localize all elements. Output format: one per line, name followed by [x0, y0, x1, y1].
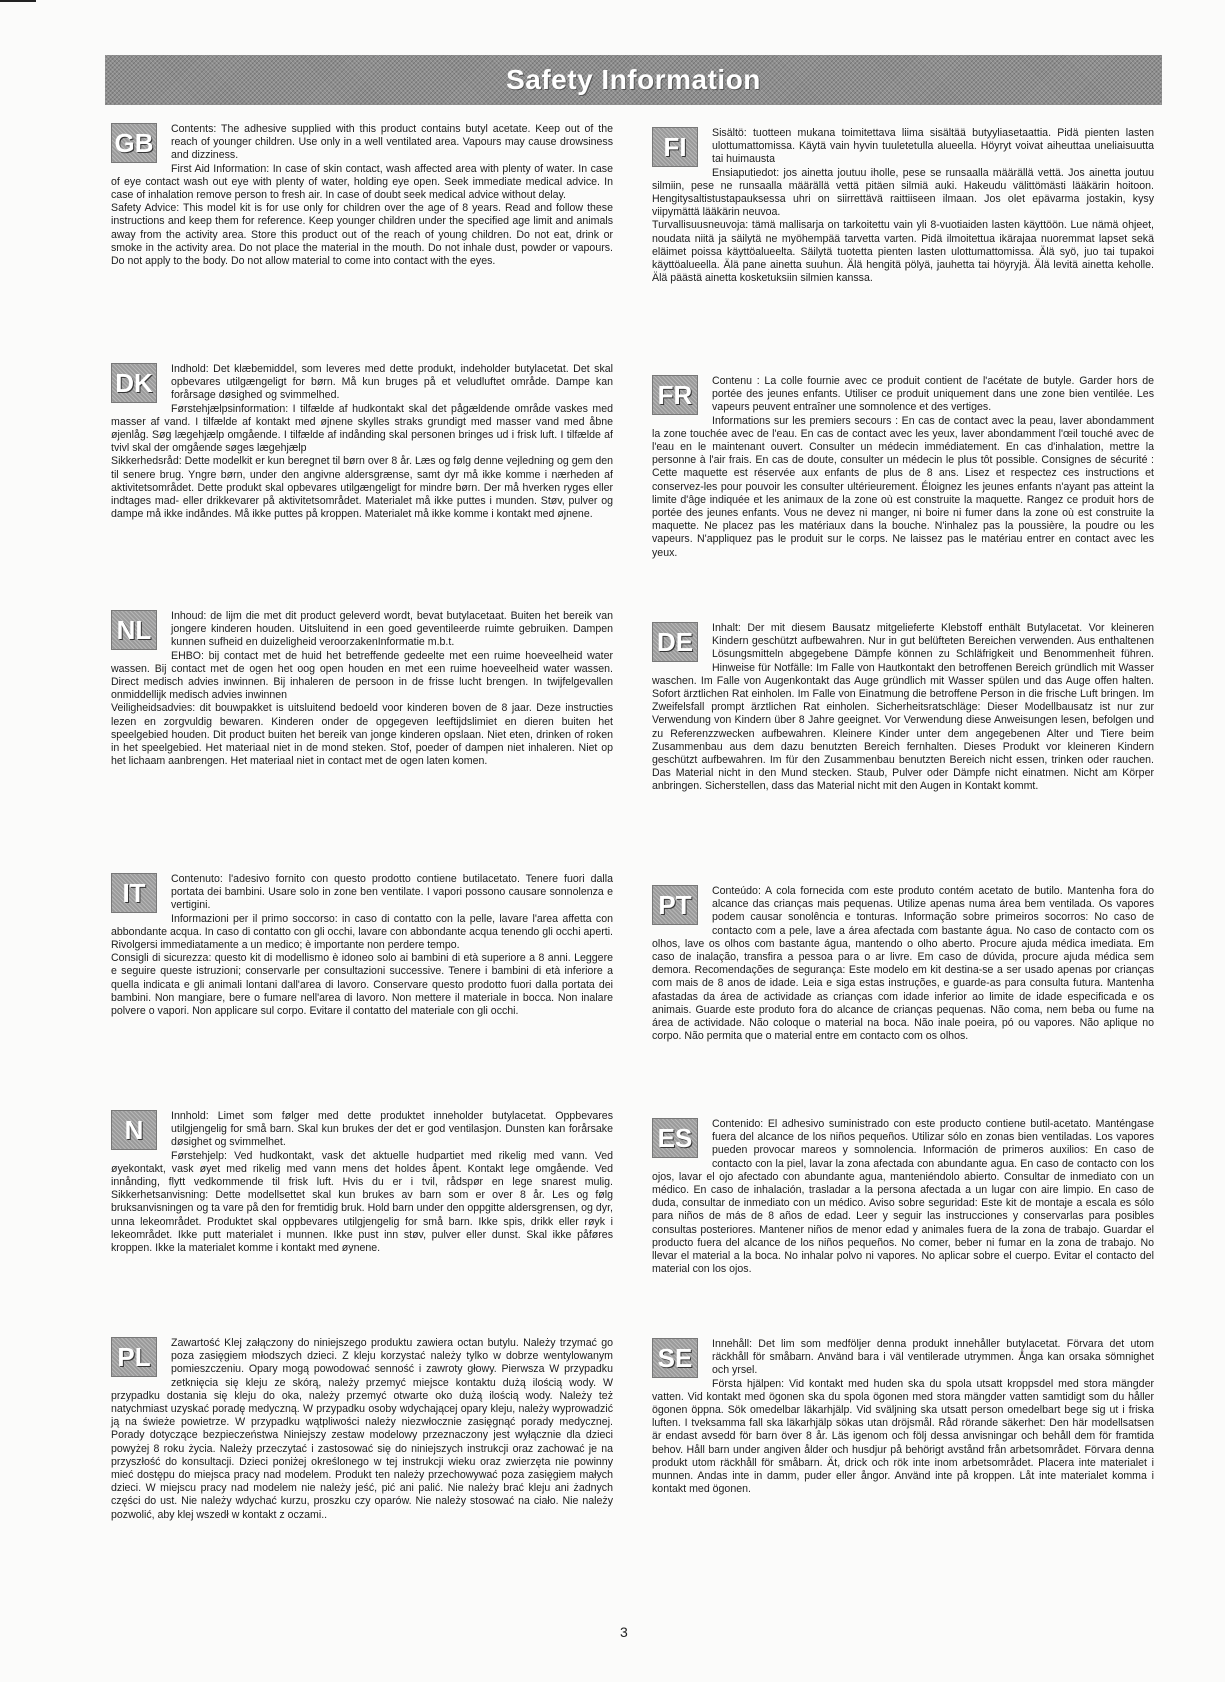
section-it	[111, 873, 613, 1018]
section-se	[652, 1338, 1154, 1496]
language-badge-es: ES	[652, 1118, 698, 1158]
section-fr	[652, 375, 1154, 560]
safety-text-nl: Inhoud: de lijm die met dit product geleverd wordt, bevat butylacetaat. Buiten het bereik van jongere kinderen houden. Uitsluitend in een goed geventileerde ruimte gebruiken. Dampen kunnen sufheid en duizeligheid veroorzakenInformatie m.b.t. EHBO: bij contact met de huid het betreffende gedeelte met een ruime hoeveelheid water wassen. Bij contact met de ogen het oog open houden en met een ruime hoeveelheid water wassen. Direct medisch advies inwinnen. Bij inhaleren de persoon in de frisse lucht brengen. In twijfelgevallen onmiddellijk medisch advies inwinnen Veiligheidsadvies: dit bouwpakket is uitsluitend bedoeld voor kinderen boven de 8 jaar. Deze instructies lezen en zorgvuldig bewaren. Kinderen onder de opgegeven leeftijdslimiet en dieren buiten het speelgebied houden. Dit product buiten het bereik van jonge kinderen opslaan. Niet eten, drinken of roken in het speelgebied. Het materiaal niet in de mond steken. Stof, poeder of dampen niet inhaleren. Niet op het lichaam aanbrengen. Het materiaal niet in contact met de ogen laten komen.	[111, 610, 613, 768]
section-nl	[111, 610, 613, 768]
safety-text-gb: Contents: The adhesive supplied with this product contains butyl acetate. Keep out of the reach of younger children. Use only in a well ventilated area. Vapours may cause drowsiness and dizziness. First Aid Information: In case of skin contact, wash affected area with plenty of water. In case of eye contact wash out eye with plenty of water, holding eye open. Seek immediate medical advice. In case of inhalation remove person to fresh air. In case of doubt seek medical advice without delay. Safety Advice: This model kit is for use only for children over the age of 8 years. Read and follow these instructions and keep them for reference. Keep younger children under the specified age limit and animals away from the activity area. Store this product out of the reach of young children. Do not eat, drink or smoke in the activity area. Do not place the material in the mouth. Do not inhale dust, powder or vapours. Do not apply to the body. Do not allow material to come into contact with the eyes.	[111, 123, 613, 268]
language-badge-pl: PL	[111, 1337, 157, 1377]
section-fi	[652, 127, 1154, 285]
section-pt	[652, 885, 1154, 1043]
page-number: 3	[620, 1624, 628, 1640]
section-n	[111, 1110, 613, 1255]
language-badge-pt: PT	[652, 885, 698, 925]
section-es	[652, 1118, 1154, 1276]
language-badge-fi: FI	[652, 127, 698, 167]
section-pl	[111, 1337, 613, 1522]
section-gb	[111, 123, 613, 268]
safety-text-pt: Conteúdo: A cola fornecida com este produto contém acetato de butilo. Mantenha fora do alcance das crianças mais pequenas. Utilize apenas numa área bem ventilada. Os vapores podem causar sonolência e tonturas. Informação sobre primeiros socorros: No caso de contacto com a pele, lave a área afectada com bastante água. No caso de contacto com os olhos, lave os olhos com bastante água, mantendo o olho aberto. Procure ajuda médica imediata. Em caso de inalação, transfira a pessoa para o ar livre. Em caso de dúvida, procure ajuda médica sem demora. Recomendações de segurança: Este modelo em kit destina-se a ser usado apenas por crianças com mais de 8 anos de idade. Leia e siga estas instruções, e guarde-as para consulta futura. Mantenha afastadas da área de actividade as crianças com idade inferior ao limite de idade especificada e os animais. Guarde este produto fora do alcance de crianças pequenas. Não coma, nem beba ou fume na área de actividade. Não coloque o material na boca. Não inale poeira, pó ou vapores. Não aplique no corpo. Não permita que o material entre em contacto com os olhos.	[652, 885, 1154, 1043]
section-de	[652, 622, 1154, 794]
scan-edge-mark	[0, 0, 36, 2]
safety-text-it: Contenuto: l'adesivo fornito con questo prodotto contiene butilacetato. Tenere fuori dalla portata dei bambini. Usare solo in zone ben ventilate. I vapori possono causare sonnolenza e vertigini. Informazioni per il primo soccorso: in caso di contatto con la pelle, lavare l'area affetta con abbondante acqua. In caso di contatto con gli occhi, lavare con abbondante acqua tenendo gli occhi aperti. Rivolgersi immediatamente a un medico; è importante non perdere tempo. Consigli di sicurezza: questo kit di modellismo è idoneo solo ai bambini di età superiore a 8 anni. Leggere e seguire queste istruzioni; conservarle per consultazioni successive. Tenere i bambini di età inferiore a quella indicata e gli animali lontani dall'area di lavoro. Conservare questo prodotto fuori dalla portata dei bambini. Non mangiare, bere o fumare nell'area di lavoro. Non mettere il materiale in bocca. Non inalare polvere o vapori. Non applicare sul corpo. Evitare il contatto del materiale con gli occhi.	[111, 873, 613, 1018]
safety-text-de: Inhalt: Der mit diesem Bausatz mitgelieferte Klebstoff enthält Butylacetat. Vor kleineren Kindern geschützt aufbewahren. Nur in gut belüfteten Bereichen verwenden. Aus enthaltenen Lösungsmitteln abgegebene Dämpfe können zu Schläfrigkeit und Benommenheit führen. Hinweise für Notfälle: Im Falle von Hautkontakt den betroffenen Bereich gründlich mit Wasser waschen. Im Falle von Augenkontakt das Auge gründlich mit Wasser spülen und das Auge offen halten. Sofort ärztlichen Rat einholen. Im Falle von Einatmung die betroffene Person in die frische Luft bringen. Im Zweifelsfall prompt ärztlichen Rat einholen. Sicherheitsratschläge: Dieser Modellbausatz ist nur zur Verwendung von Kindern über 8 Jahre geeignet. Vor Verwendung diese Anweisungen lesen, befolgen und zu Referenzzwecken aufbewahren. Kleinere Kinder unter dem angegebenen Alter und Tiere beim Zusammenbau aus dem dazu benutzten Bereich fernhalten. Dieses Produkt vor kleineren Kindern geschützt aufbewahren. Im für den Zusammenbau benutzten Bereich nicht essen, trinken oder rauchen. Das Material nicht in den Mund stecken. Staub, Pulver oder Dämpfe nicht einatmen. Nicht am Körper anbringen. Sicherstellen, dass das Material nicht mit den Augen in Kontakt kommt.	[652, 622, 1154, 793]
language-badge-fr: FR	[652, 375, 698, 415]
language-badge-it: IT	[111, 873, 157, 913]
language-badge-n: N	[111, 1110, 157, 1150]
language-badge-gb: GB	[111, 123, 157, 163]
language-badge-de: DE	[652, 622, 698, 662]
safety-text-fr: Contenu : La colle fournie avec ce produit contient de l'acétate de butyle. Garder hors de portée des jeunes enfants. Utiliser ce produit uniquement dans une zone bien ventilée. Les vapeurs peuvent entraîner une somnolence et des vertiges. Informations sur les premiers secours : En cas de contact avec la peau, laver abondamment la zone touchée avec de l'eau. En cas de contact avec les yeux, laver abondamment l'œil touché avec de l'eau en le maintenant ouvert. Consulter un médecin immédiatement. En cas d'inhalation, mettre la personne à l'air frais. En cas de doute, consulter un médecin le plus tôt possible. Consignes de sécurité : Cette maquette est réservée aux enfants de plus de 8 ans. Lisez et respectez ces instructions et conservez-les pour pouvoir les consulter ultérieurement. Éloignez les jeunes enfants n'ayant pas atteint la limite d'âge indiquée et les animaux de la zone où est construite la maquette. Rangez ce produit hors de portée des jeunes enfants. Vous ne devez ni manger, ni boire ni fumer dans la zone où est construite la maquette. Ne placez pas les matériaux dans la bouche. N'inhalez pas la poussière, la poudre ou les vapeurs. N'appliquez pas le produit sur le corps. Ne laissez pas le matériau entrer en contact avec les yeux.	[652, 375, 1154, 559]
language-badge-se: SE	[652, 1338, 698, 1378]
section-dk	[111, 363, 613, 521]
language-badge-nl: NL	[111, 610, 157, 650]
safety-text-pl: Zawartość Klej załączony do niniejszego produktu zawiera octan butylu. Należy trzymać go poza zasięgiem młodszych dzieci. Z kleju korzystać należy tylko w dobrze wentylowanym pomieszczeniu. Opary mogą powodować senność i zawroty głowy. Pierwsza W przypadku zetknięcia się kleju ze skórą, należy przemyć miejsce kontaktu dużą ilością wody. W przypadku dostania się kleju do oka, należy przemyć otwarte oko dużą ilością wody. Należy też natychmiast uzyskać poradę medyczną. W przypadku osoby wdychającej opary kleju, należy wyprowadzić ją na świeże powietrze. W przypadku wątpliwości należy niezwłocznie zasięgnąć porady medycznej. Porady dotyczące bezpieczeństwa Niniejszy zestaw modelowy przeznaczony jest wyłącznie dla dzieci powyżej 8 roku życia. Należy przeczytać i zastosować się do niniejszych instrukcji oraz zachować je na przyszłość do konsultacji. Dzieci poniżej określonego w tej instrukcji wieku oraz zwierzęta nie powinny mieć dostępu do miejsca pracy nad modelem. Produkt ten należy przechowywać poza zasięgiem małych dzieci. W miejscu pracy nad modelem nie należy jeść, pić ani palić. Nie należy brać kleju ani żadnych części do ust. Nie należy wdychać kurzu, proszku czy oparów. Nie należy stosować na ciało. Nie należy pozwolić, aby klej wszedł w kontakt z oczami..	[111, 1337, 613, 1521]
page-title: Safety Information	[506, 64, 761, 95]
title-banner	[105, 55, 1162, 105]
safety-text-es: Contenido: El adhesivo suministrado con este producto contiene butil-acetato. Manténgase fuera del alcance de los niños pequeños. Utilizar sólo en zonas bien ventiladas. Los vapores pueden provocar mareos y somnolencia. Información de primeros auxilios: En caso de contacto con la piel, lavar la zona afectada con abundante agua. En caso de contacto con los ojos, lavar el ojo afectado con abundante agua, manteniéndolo abierto. Consultar de inmediato con un médico. En caso de inhalación, trasladar a la persona afectada a un lugar con aire limpio. En caso de duda, consultar de inmediato con un médico. Aviso sobre seguridad: Este kit de montaje a escala es sólo para niños de más de 8 años de edad. Leer y seguir las instrucciones y conservarlas para posibles consultas posteriores. Mantener niños de menor edad y animales fuera de la zona de trabajo. Guardar el producto fuera del alcance de los niños pequeños. No comer, beber ni fumar en la zona de trabajo. No llevar el material a la boca. No inhalar polvo ni vapores. No aplicar sobre el cuerpo. Evitar el contacto del material con los ojos.	[652, 1118, 1154, 1276]
language-badge-dk: DK	[111, 363, 157, 403]
safety-text-fi: Sisältö: tuotteen mukana toimitettava liima sisältää butyyliasetaattia. Pidä pienten lasten ulottumattomissa. Käytä vain hyvin tuuletetulla alueella. Höyryt voivat aiheuttaa uneliaisuutta tai huimausta Ensiaputiedot: jos ainetta joutuu iholle, pese se runsaalla määrällä vettä. Jos ainetta joutuu silmiin, pese ne runsaalla määrällä vettä pitäen silmiä auki. Hakeudu välittömästi lääkärin hoitoon. Hengitysaltistustapauksessa uhri on siirrettävä raittiiseen ilmaan. Jos olet epävarma jostakin, kysy viipymättä lääkärin neuvoa. Turvallisuusneuvoja: tämä mallisarja on tarkoitettu vain yli 8-vuotiaiden lasten käyttöön. Lue nämä ohjeet, noudata niitä ja säilytä ne myöhempää tarvetta varten. Pidä ilmoitettua ikärajaa nuoremmat lapset sekä eläimet poissa käyttöalueelta. Säilytä tuotetta pienten lasten ulottumattomissa. Älä syö, juo tai tupakoi käyttöalueella. Älä pane ainetta suuhun. Älä hengitä pölyä, jauhetta tai höyryjä. Älä levitä ainetta keholle. Älä päästä ainetta kosketuksiin silmien kanssa.	[652, 127, 1154, 285]
safety-text-dk: Indhold: Det klæbemiddel, som leveres med dette produkt, indeholder butylacetat. Det skal opbevares utilgængeligt for børn. Må kun bruges på et veludluftet område. Dampe kan forårsage døsighed og svimmelhed. Førstehjælpsinformation: I tilfælde af hudkontakt skal det pågældende område vaskes med masser af vand. I tilfælde af kontakt med øjnene skylles straks grundigt med masser vand med åbne øjenlåg. Søg lægehjælp omgående. I tilfælde af indånding skal personen bringes ud i frisk luft. I tilfælde af tvivl skal der omgående søges lægehjælp Sikkerhedsråd: Dette modelkit er kun beregnet til børn over 8 år. Læs og følg denne vejledning og gem den til senere brug. Yngre børn, under den angivne aldersgrænse, samt dyr må ikke komme i nærheden af aktivitetsområdet. Dette produkt skal opbevares utilgængeligt for mindre børn. Der må hverken ryges eller indtages mad- eller drikkevarer på aktivitetsområdet. Materialet må ikke puttes i munden. Støv, pulver og dampe må ikke indåndes. Må ikke puttes på kroppen. Materialet må ikke komme i kontakt med øjnene.	[111, 363, 613, 521]
safety-text-se: Innehåll: Det lim som medföljer denna produkt innehåller butylacetat. Förvara det utom räckhåll för småbarn. Använd bara i väl ventilerade utrymmen. Ånga kan orsaka sömnighet och yrsel. Första hjälpen: Vid kontakt med huden ska du spola utsatt kroppsdel med stora mängder vatten. Vid kontakt med ögonen ska du spola ögonen med stora mängder vatten samtidigt som du håller ögonen öppna. Sök omedelbar läkarhjälp. Vid sväljning ska utsatt person omedelbart bege sig ut i friska luften. I tveksamma fall ska läkarhjälp sökas utan dröjsmål. Råd rörande säkerhet: Den här modellsatsen är endast avsedd för barn över 8 år. Läs igenom och följ dessa anvisningar och behåll dem för framtida behov. Håll barn under angiven ålder och husdjur på behörigt avstånd från arbetsområdet. Förvara denna produkt utom räckhåll för småbarn. Ät, drick och rök inte inom arbetsområdet. Placera inte materialet i munnen. Andas inte in damm, puder eller ångor. Använd inte på kroppen. Låt inte materialet komma i kontakt med ögonen.	[652, 1338, 1154, 1496]
safety-text-n: Innhold: Limet som følger med dette produktet inneholder butylacetat. Oppbevares utilgjengelig for små barn. Skal kun brukes der det er god ventilasjon. Dunsten kan forårsake døsighet og svimmelhet. Førstehjelp: Ved hudkontakt, vask det aktuelle hudpartiet med rikelig med vann. Ved øyekontakt, vask øyet med rikelig med vann mens det holdes åpent. Kontakt lege omgående. Ved innånding, flytt vedkommende til frisk luft. Hvis du er i tvil, rådspør en lege snarest mulig. Sikkerhetsanvisning: Dette modellsettet skal kun brukes av barn som er over 8 år. Les og følg bruksanvisningen og ta vare på den for fremtidig bruk. Hold barn under den oppgitte aldersgrensen, og dyr, unna lekeområdet. Produktet skal oppbevares utilgjengelig for små barn. Ikke spis, drikk eller røyk i lekeområdet. Ikke putt materialet i munnen. Ikke pust inn støv, pulver eller dunst. Skal ikke påføres kroppen. Ikke la materialet komme i kontakt med øynene.	[111, 1110, 613, 1255]
